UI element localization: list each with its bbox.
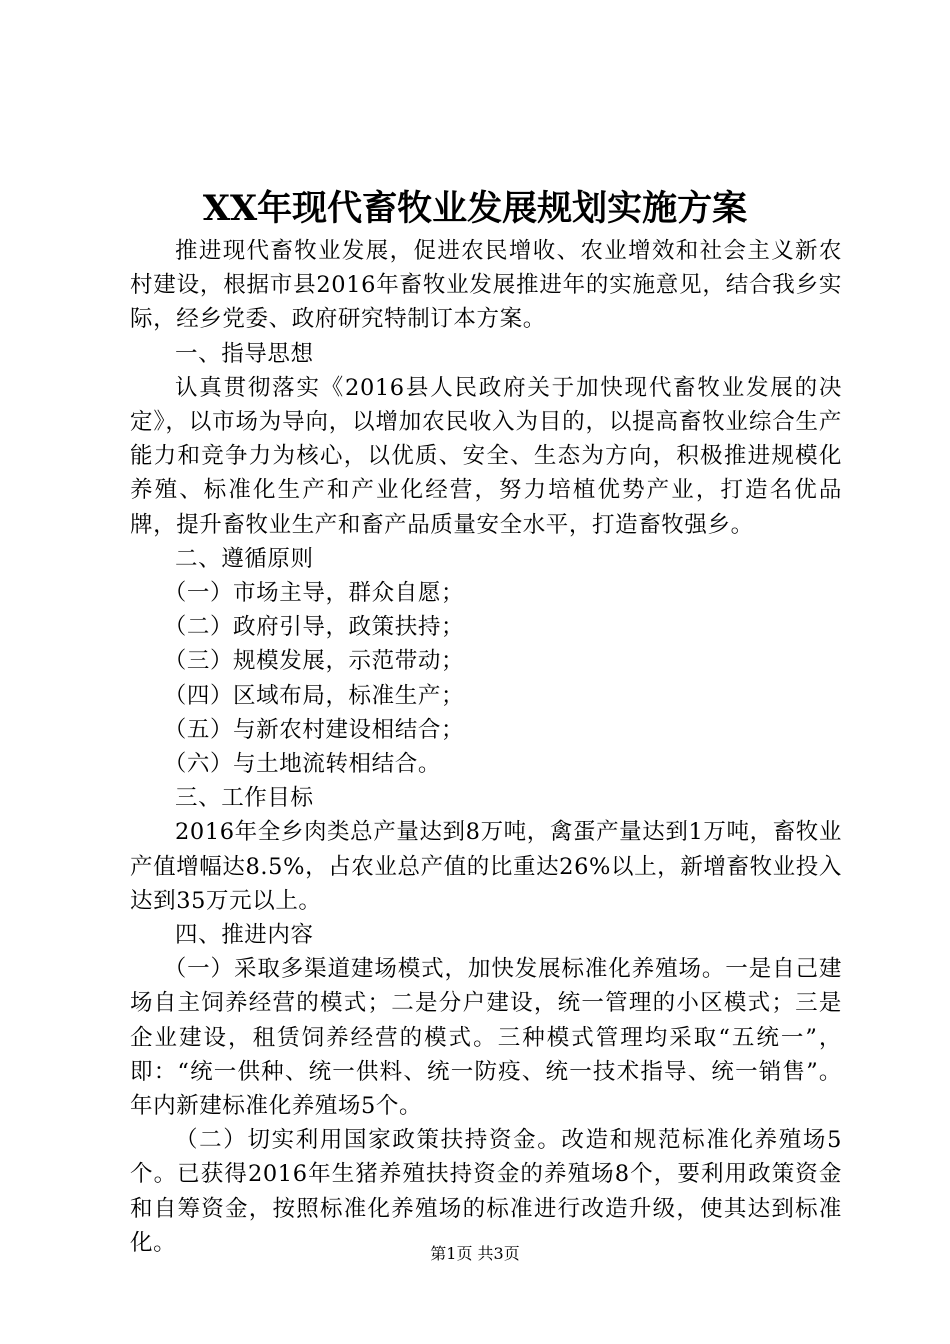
principle-item: （三）规模发展，示范带动； xyxy=(163,648,465,675)
section-heading-guiding-ideology: 一、指导思想 xyxy=(175,340,314,367)
section-heading-principles: 二、遵循原则 xyxy=(175,545,314,572)
document-title: XX年现代畜牧业发展规划实施方案 xyxy=(202,188,748,229)
principle-item: （四）区域布局，标准生产； xyxy=(163,682,465,709)
work-goals-paragraph: 2016年全乡肉类总产量达到8万吨，禽蛋产量达到1万吨，畜牧业产值增幅达8.5%，占农业总产值的比重达26%以上，新增畜牧业投入达到35万元以上。 xyxy=(130,819,842,914)
section-heading-work-goals: 三、工作目标 xyxy=(175,785,314,812)
principle-item: （一）市场主导，群众自愿； xyxy=(163,580,465,607)
principle-item: （二）政府引导，政策扶持； xyxy=(163,614,465,641)
content-paragraph-1: （一）采取多渠道建场模式，加快发展标准化养殖场。一是自己建场自主饲养经营的模式；二是分户建设，统一管理的小区模式；三是企业建设，租赁饲养经营的模式。三种模式管理均采取“五统一”，即：“统一供种、统一供料、统一防疫、统一技术指导、统一销售”。年内新建标准化养殖场5个。 xyxy=(130,956,842,1120)
principle-item: （五）与新农村建设相结合； xyxy=(163,716,465,743)
guiding-ideology-paragraph: 认真贯彻落实《2016县人民政府关于加快现代畜牧业发展的决定》，以市场为导向，以增加农民收入为目的，以提高畜牧业综合生产能力和竞争力为核心，以优质、安全、生态为方向，积极推进规模化养殖、标准化生产和产业化经营，努力培植优势产业，打造名优品牌，提升畜牧业生产和畜产品质量安全水平，打造畜牧强乡。 xyxy=(130,374,842,538)
content-paragraph-2: （二）切实利用国家政策扶持资金。改造和规范标准化养殖场5个。已获得2016年生猪养殖扶持资金的养殖场8个，要利用政策资金和自筹资金，按照标准化养殖场的标准进行改造升级，使其达到标准化。 xyxy=(130,1127,842,1256)
document-body xyxy=(130,234,842,1260)
section-heading-content: 四、推进内容 xyxy=(175,922,314,949)
page-footer: 第1页 共3页 xyxy=(430,1244,520,1263)
intro-paragraph: 推进现代畜牧业发展，促进农民增收、农业增效和社会主义新农村建设，根据市县2016年畜牧业发展推进年的实施意见，结合我乡实际，经乡党委、政府研究特制订本方案。 xyxy=(130,238,842,333)
principle-item: （六）与土地流转相结合。 xyxy=(163,751,441,778)
